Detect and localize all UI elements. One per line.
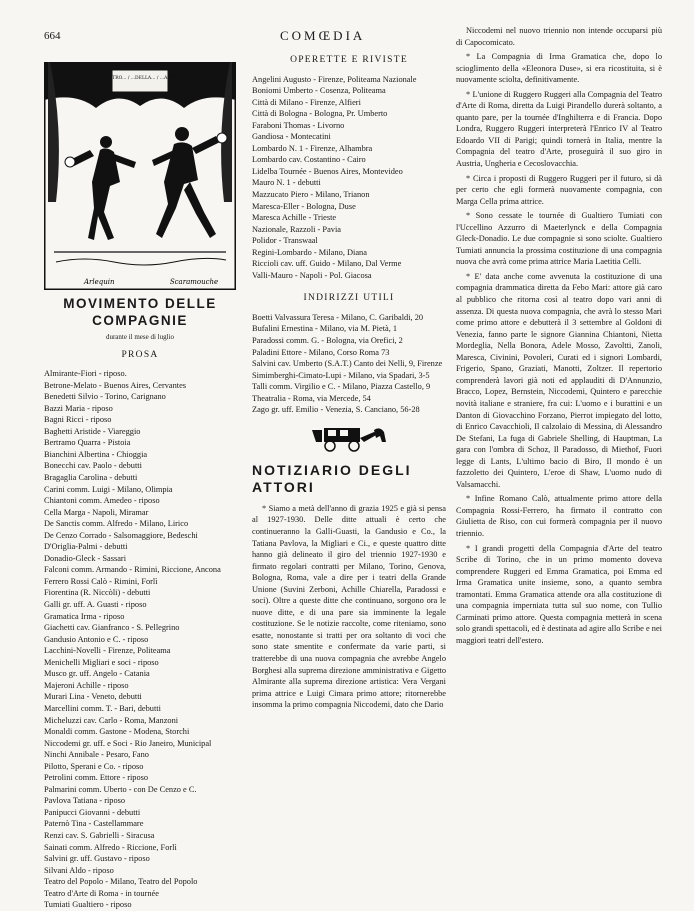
notiziario-paragraph: Niccodemi nel nuovo triennio non intende occuparsi più di Capocomicato. <box>456 26 662 47</box>
operette-entry: Polidor - Transwaal <box>252 236 318 246</box>
prosa-entry: Ninchi Annibale - Pesaro, Fano <box>44 750 149 760</box>
column-left <box>44 50 236 911</box>
indirizzi-entry: Salvini cav. Umberto (S.A.T.) Canto dei Nelli, 9, Firenze <box>252 359 443 369</box>
indirizzi-entry: Paladini Ettore - Milano, Corso Roma 73 <box>252 347 390 357</box>
indirizzi-entry: Zago gr. uff. Emilio - Venezia, S. Canciano, 56-28 <box>252 405 420 415</box>
prosa-entry: Teatro del Popolo - Milano, Teatro del Popolo <box>44 877 198 887</box>
prosa-entry: Paternò Tina - Castellammare <box>44 819 144 829</box>
notiziario-paragraph: * La Compagnia di Irma Gramatica che, dopo lo scioglimento della «Eleonora Duse», si era ricostituita, si è nuovamente sciolta, definitivamente. <box>456 52 662 85</box>
running-title: COMŒDIA <box>280 28 366 43</box>
prosa-entry: De Cenzo Corrado - Salsomaggiore, Bedeschi <box>44 530 198 540</box>
prosa-entry: Chiantoni comm. Amedeo - riposo <box>44 496 160 506</box>
notiziario-paragraph: * Siamo a metà dell'anno di grazia 1925 e già si pensa al 1927-1930. Delle ditte attuali è certo che continueranno la Galli-Guasti, la Gandusio e Co., la Tatiana Pavlova, la Migliari e Ci., e queste quattro ditte hanno già delineato il giro del triennio 1927-1930 e firmato regolari contratti per Milano, Torino, Genova, Bologna, Roma, vale a dire per i teatri della Grande Unione (Suvini Zerboni, Achille Chiarella, Paradossi e soci). Oltre a queste ditte che continuano, sorgono ora le nuove ditte, e di una pare sia imminente la legale costituzione. Se le notizie raccolte, come riteniamo, sono esatte, nonostante si tratti per ora soltanto di voci che sono state smentite e confermate da varie parti, si tratterebbe di una nuova compagnia che avrebbe Angelo Borghesi alla suprema direzione amministrativa e Gigetto Almirante alla suprema direzione artistica: Vera Vergani prima attrice e Luigi Cimara primo attore; ritornerebbe insomma la primo compagnia Niccodemi, dato che Dario <box>252 503 446 710</box>
prosa-entry: Sainati comm. Alfredo - Riccione, Forlì <box>44 842 177 852</box>
woodcut-banner-text: ...TEATRO... / ...DELLA... / ...ARTE... <box>98 76 182 81</box>
prosa-entry: Giachetti cav. Gianfranco - S. Pellegrino <box>44 623 180 633</box>
operette-entry: Lombardo N. 1 - Firenze, Alhambra <box>252 143 373 153</box>
column-middle <box>252 50 446 714</box>
carriage-icon <box>308 424 390 452</box>
operette-entry: Regini-Lombardo - Milano, Diana <box>252 247 367 257</box>
operette-entry: Città di Milano - Firenze, Alfieri <box>252 97 361 107</box>
prosa-entry: Bonecchi cav. Paolo - debutti <box>44 461 142 471</box>
prosa-entry: Falconi comm. Armando - Rimini, Riccione, Ancona <box>44 565 221 575</box>
prosa-entry: Teatro d'Arte di Roma - in tournée <box>44 888 159 898</box>
indirizzi-entry: Boetti Valvassura Teresa - Milano, C. Garibaldi, 20 <box>252 312 424 322</box>
operette-entry: Valli-Mauro - Napoli - Pol. Giacosa <box>252 270 372 280</box>
prosa-entry: Gramatica Irma - riposo <box>44 611 125 621</box>
indirizzi-list <box>252 312 446 416</box>
notiziario-paragraph: * Circa i proposti di Ruggero Ruggeri per il futuro, si dà per certo che egli formerà nuovamente compagnia, con Marga Cella prima attrice. <box>456 173 662 206</box>
prosa-entry: Carini comm. Luigi - Milano, Olimpia <box>44 484 173 494</box>
prosa-entry: Ferrero Rossi Calò - Rimini, Forlì <box>44 576 158 586</box>
prosa-entry: Fiorentina (R. Niccòli) - debutti <box>44 588 151 598</box>
prosa-entry: Bianchini Albertina - Chioggia <box>44 449 148 459</box>
indirizzi-entry: Paradossi comm. G. - Bologna, via Orefici, 2 <box>252 336 403 346</box>
prosa-entry: Bertramo Quarra - Pistoia <box>44 438 131 448</box>
indirizzi-entry: Theatralia - Roma, via Mercede, 54 <box>252 393 371 403</box>
prosa-heading: PROSA <box>121 349 159 360</box>
operette-entry: Nazionale, Razzoli - Pavia <box>252 224 341 234</box>
operette-entry: Faraboni Thomas - Livorno <box>252 120 345 130</box>
operette-list <box>252 74 446 282</box>
indirizzi-entry: Simimberghi-Cimato-Lupi - Milano, via Spadari, 3-5 <box>252 370 430 380</box>
prosa-entry: Baghetti Aristide - Viareggio <box>44 426 141 436</box>
prosa-entry: Bazzi Maria - riposo <box>44 403 113 413</box>
column-right <box>456 25 662 649</box>
prosa-entry: Betrone-Melato - Buenos Aires, Cervantes <box>44 380 187 390</box>
prosa-entry: Almirante-Fiori - riposo. <box>44 369 127 379</box>
prosa-entry: Pilotto, Sperani e Co. - riposo <box>44 761 144 771</box>
prosa-entry: Niccodemi gr. uff. e Soci - Rio Janeiro, Municipal <box>44 738 212 748</box>
prosa-entry: Renzi cav. S. Gabrielli - Siracusa <box>44 830 155 840</box>
prosa-entry: Bragaglia Carolina - debutti <box>44 473 138 483</box>
prosa-entry: Monaldi comm. Gastone - Modena, Storchi <box>44 727 190 737</box>
prosa-entry: Bagni Ricci - riposo <box>44 415 112 425</box>
notiziario-paragraph: * I grandi progetti della Compagnia d'Arte del teatro Scribe di Torino, che in un primo momento doveva comprendere Ruggeri ed Emma Gramatica, poi Emma ed Irma Gramatica unite insieme, sono, a quanto sembra tramontati. Emma Gramatica attende ora alla costituzione di una compagnia imperniata tutta sul suo nome, con Tullio Carminati primo attore. Questa compagnia metterà in scena solo grandi spettacoli, ed è destinata ad agire allo Scribe e nei maggiori teatri dell'estero. <box>456 543 662 645</box>
prosa-entry: Gandusio Antonio e C. - riposo <box>44 634 149 644</box>
prosa-entry: Donadio-Gleck - Sassari <box>44 553 127 563</box>
indirizzi-entry: Bufalini Ernestina - Milano, via M. Pietà, 1 <box>252 324 398 334</box>
operette-entry: Lidelba Tournée - Buenos Aires, Montevideo <box>252 166 403 176</box>
prosa-entry: De Sanctis comm. Alfredo - Milano, Lirico <box>44 519 189 529</box>
movimento-subtitle: durante il mese di luglio <box>105 333 175 341</box>
indirizzi-entry: Talli comm. Virgilio e C. - Milano, Piazza Castello, 9 <box>252 382 431 392</box>
prosa-entry: Micheluzzi cav. Carlo - Roma, Manzoni <box>44 715 179 725</box>
operette-entry: Gandiosa - Montecatini <box>252 132 331 142</box>
operette-entry: Mauro N. 1 - debutti <box>252 178 321 188</box>
notiziario-title: NOTIZIARIO DEGLI ATTORI <box>252 461 412 495</box>
notiziario-paragraph: * L'unione di Ruggero Ruggeri alla Compagnia del Teatro d'Arte di Roma, diretta da Luigi Pirandello durerà soltanto, a quanto pare, per la tournée d'Inghilterra e di Francia. Dopo Londra, Ruggero Ruggeri interpreterà l'Enrico IV al Teatro Edoardo VII di Parigi; quindi tornerà in Italia, mentre la Compagnia del teatro d'Arte, proseguirà il suo giro in Austria, Ungheria e Cecoslovacchia. <box>456 89 662 169</box>
page-number: 664 <box>44 30 61 42</box>
prosa-list <box>44 368 236 911</box>
prosa-entry: Marcellini comm. T. - Bari, debutti <box>44 703 161 713</box>
prosa-entry: Pavlova Tatiana - riposo <box>44 796 126 806</box>
prosa-entry: Murari Lina - Veneto, debutti <box>44 692 142 702</box>
woodcut-caption-right: Scaramouche <box>169 278 219 286</box>
operette-entry: Boniomi Umberto - Cosenza, Politeama <box>252 86 386 96</box>
operette-entry: Angelini Augusto - Firenze, Politeama Nazionale <box>252 74 417 84</box>
prosa-entry: Menichelli Migliari e soci - riposo <box>44 657 159 667</box>
prosa-entry: Cella Marga - Napoli, Miramar <box>44 507 149 517</box>
operette-entry: Riccioli cav. uff. Guido - Milano, Dal Verme <box>252 259 402 269</box>
movimento-title: MOVIMENTO DELLE COMPAGNIE <box>63 296 217 328</box>
operette-entry: Mazzucato Piero - Milano, Trianon <box>252 190 370 200</box>
operette-entry: Lombardo cav. Costantino - Cairo <box>252 155 366 165</box>
notiziario-paragraph: * E' data anche come avvenuta la costituzione di una compagnia drammatica diretta da Febo Mari: attore già caro al pubblico che ritorna così al teatro dopo vari anni di assenza. Di questa nuova compagnia, che avrà lo stesso Mari come primo attore e debutterà il 3 settembre al Goldoni di Venezia, fanno parte le signore Giannina Chiantoni, Nietta Mordeglia, Nella Bonora, Adele Mosso, Zavoltti, Zanoli, Maresca, Civinini, Povoleri, Curati ed i signori Lombardi, Frigerio, Spano, Graziati, Manotti, Zoltzer. Il repertorio comprenderà lavori già noti ed applauditi di D'Annunzio, Bracco, Lopez, Bernstein, Niccodemi, Quintero e parecchie novità italiane e straniere, fra cui: L'uomo e i burattini e un Danton di Giovacchino Forzano, Pierrot impiegato del lotto, di Enrico Cavacchioli, Il calzolaio di Messina, di Alessandro De Stefani, La fuga di Gabriele Shelling, di Hauptman, La gara con l'ombra di Schoz, Il Paradosso, di Miethof, Fuori legge di Lants, L'ultimo bacio di Biro, Il mondo è un fazzoletto dei Quintero, L'eroe di Shaw, L'uomo nudo di Valsamacchi. <box>456 271 662 489</box>
operette-entry: Città di Bologna - Bologna, Pr. Umberto <box>252 109 388 119</box>
prosa-entry: Majeroni Achille - riposo <box>44 680 129 690</box>
notiziario-paragraph: * Infine Romano Calò, attualmente primo attore della Compagnia Rossi-Ferrero, ha firmato il contratto con Giulietta de Riso, con cui formerà compagnia per il nuovo triennio. <box>456 494 662 538</box>
woodcut-caption-left: Arlequin <box>84 278 115 286</box>
prosa-entry: D'Origlia-Palmi - debutti <box>44 542 128 552</box>
prosa-entry: Galli gr. uff. A. Guasti - riposo <box>44 600 147 610</box>
indirizzi-heading: INDIRIZZI UTILI <box>303 293 395 304</box>
prosa-entry: Musco gr. uff. Angelo - Catania <box>44 669 150 679</box>
prosa-entry: Lacchini-Novelli - Firenze, Politeama <box>44 646 171 656</box>
prosa-entry: Benedetti Silvio - Torino, Carignano <box>44 392 166 402</box>
prosa-entry: Petrolini comm. Ettore - riposo <box>44 773 149 783</box>
prosa-entry: Silvani Aldo - riposo <box>44 865 114 875</box>
prosa-entry: Panipucci Giovanni - debutti <box>44 807 141 817</box>
prosa-entry: Tumiati Gualtiero - riposo <box>44 900 132 910</box>
operette-entry: Maresca Achille - Trieste <box>252 213 337 223</box>
operette-entry: Maresca-Eller - Bologna, Duse <box>252 201 356 211</box>
prosa-entry: Palmarini comm. Uberto - con De Cenzo e C. <box>44 784 197 794</box>
prosa-entry: Salvini gr. uff. Gustavo - riposo <box>44 854 150 864</box>
notiziario-paragraph: * Sono cessate le tournée di Gualtiero Tumiati con l'Uccellino Azzurro di Maeterlynck e della Compagnia Gleck-Donadio. Le due compagnie si sono sciolte. Gualtiero Tumiati annuncia la prossima costituzione di una compagnia nuova che avrà come prima attrice Maria Laetitia Celli. <box>456 211 662 267</box>
operette-heading: OPERETTE E RIVISTE <box>290 55 408 65</box>
harlequin-woodcut-image <box>44 62 236 290</box>
